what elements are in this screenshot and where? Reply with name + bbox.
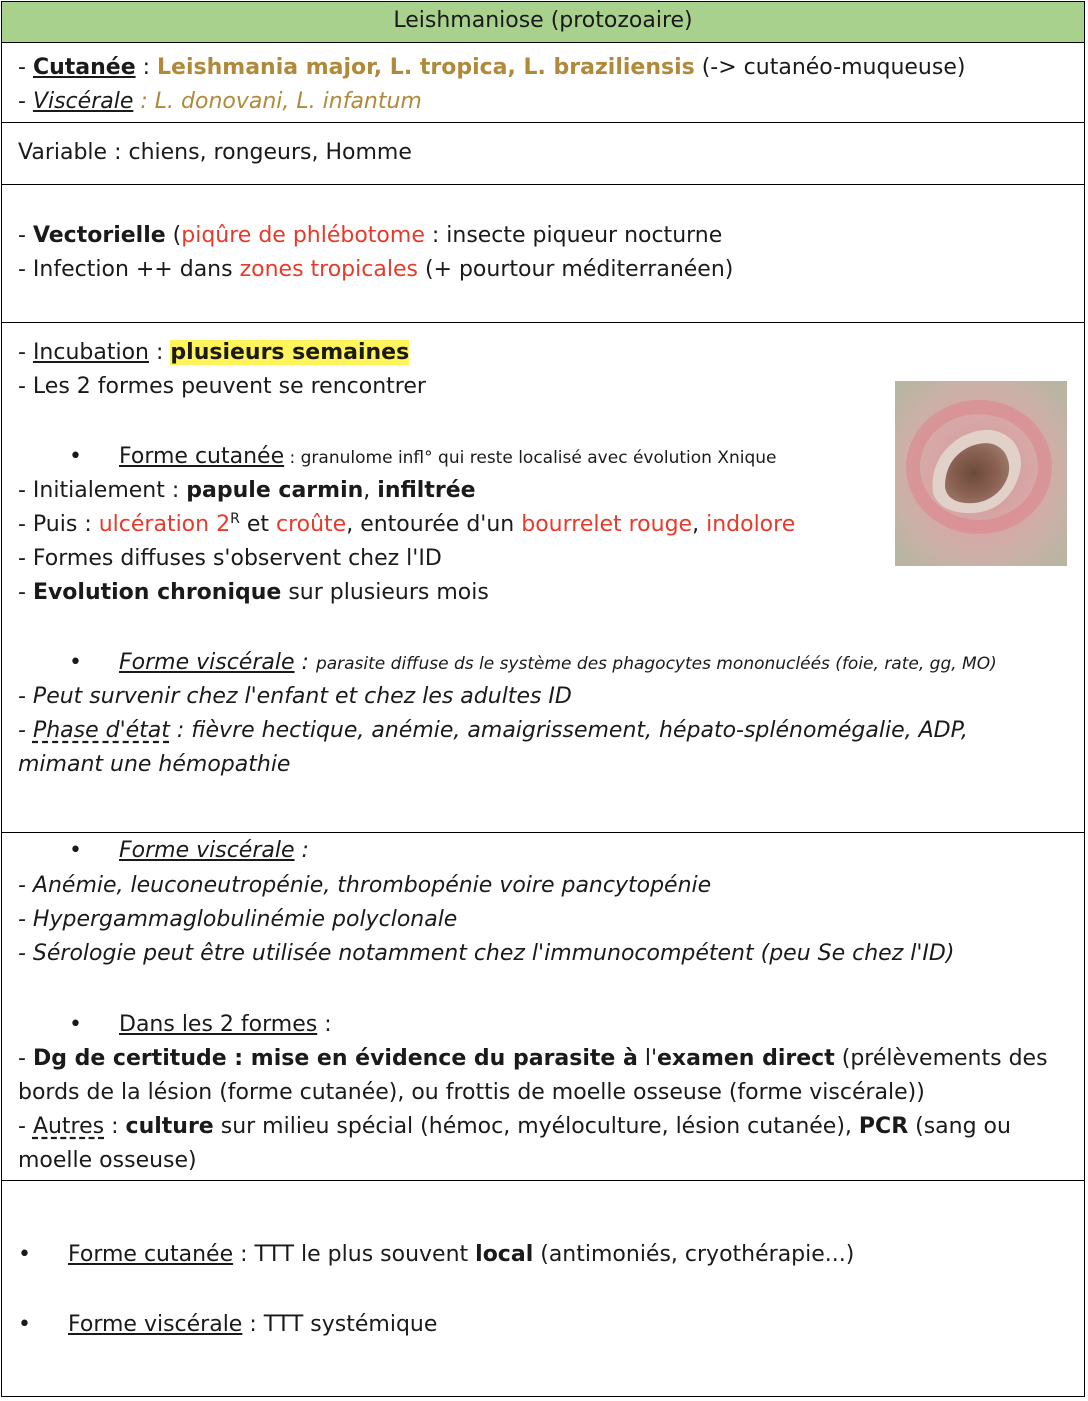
diag-serology-line: - Sérologie peut être utilisée notamment chez l'immunocompétent (peu Se chez l'ID) xyxy=(18,941,955,966)
visceral-population-line: - Peut survenir chez l'enfant et chez les adultes ID xyxy=(18,684,572,709)
section-reservoir xyxy=(2,123,1084,185)
section-clinical xyxy=(2,323,1084,833)
bullet-icon: • xyxy=(69,444,82,469)
treatment-visceral-line: Forme viscérale : TTT systémique xyxy=(68,1312,438,1337)
diag-gamma-line: - Hypergammaglobulinémie polyclonale xyxy=(18,907,458,932)
visceral-form-heading: Forme viscérale : parasite diffuse ds le système des phagocytes mononucléés (foie, rate, gg, MO) xyxy=(119,650,997,675)
diag-others-line-cont: moelle osseuse) xyxy=(18,1148,197,1173)
section-treatment xyxy=(2,1181,1084,1396)
both-forms-heading: Dans les 2 formes : xyxy=(119,1012,332,1037)
agent-viscerale-line: - Viscérale : L. donovani, L. infantum xyxy=(18,89,422,114)
chronic-evolution-line: - Evolution chronique sur plusieurs mois xyxy=(18,580,489,605)
diag-others-line: - Autres : culture sur milieu spécial (hémoc, myéloculture, lésion cutanée), PCR (sang ou xyxy=(18,1114,1011,1139)
transmission-line-2: - Infection ++ dans zones tropicales (+ pourtour méditerranéen) xyxy=(18,257,734,282)
diffuse-forms-line: - Formes diffuses s'observent chez l'ID xyxy=(18,546,442,571)
cutaneous-initial-line: - Initialement : papule carmin, infiltrée xyxy=(18,478,476,503)
bullet-icon: • xyxy=(18,1312,31,1337)
agent-cutanee-line: - Cutanée : Leishmania major, L. tropica, L. braziliensis (-> cutanéo-muqueuse) xyxy=(18,55,966,80)
visceral-state-line: - Phase d'état : fièvre hectique, anémie, amaigrissement, hépato-splénomégalie, ADP, xyxy=(18,718,968,743)
page-title: Leishmaniose (protozoaire) xyxy=(393,8,693,33)
incubation-line: - Incubation : plusieurs semaines xyxy=(18,340,410,365)
leishmaniose-sheet xyxy=(1,1,1085,1397)
bullet-icon: • xyxy=(18,1242,31,1267)
cutaneous-then-line: - Puis : ulcération $2^R$ et croûte, entourée d'un bourrelet rouge, indolore xyxy=(18,511,796,537)
treatment-cutaneous-line: Forme cutanée : TTT le plus souvent local (antimoniés, cryothérapie...) xyxy=(68,1242,855,1267)
forms-line: - Les 2 formes peuvent se rencontrer xyxy=(18,374,426,399)
bullet-icon: • xyxy=(69,650,82,675)
cutaneous-form-heading: Forme cutanée : granulome infl° qui reste localisé avec évolution Xnique xyxy=(119,444,777,469)
visceral-diag-heading: Forme viscérale : xyxy=(119,838,309,863)
diag-certainty-line-cont: bords de la lésion (forme cutanée), ou frottis de moelle osseuse (forme viscérale)) xyxy=(18,1080,925,1105)
title-bar xyxy=(2,2,1084,43)
transmission-line-1: - Vectorielle (piqûre de phlébotome : insecte piqueur nocturne xyxy=(18,223,723,248)
bullet-icon: • xyxy=(69,1012,82,1037)
section-transmission xyxy=(2,185,1084,323)
diag-certainty-line: - Dg de certitude : mise en évidence du parasite à l'examen direct (prélèvements des xyxy=(18,1046,1048,1071)
skin-ulcer-photo xyxy=(895,381,1067,566)
section-agents xyxy=(2,43,1084,123)
section-diagnosis xyxy=(2,833,1084,1181)
reservoir-line: Variable : chiens, rongeurs, Homme xyxy=(18,140,412,165)
visceral-state-line-cont: mimant une hémopathie xyxy=(18,752,291,777)
bullet-icon: • xyxy=(69,838,82,863)
diag-blood-line: - Anémie, leuconeutropénie, thrombopénie voire pancytopénie xyxy=(18,873,712,898)
